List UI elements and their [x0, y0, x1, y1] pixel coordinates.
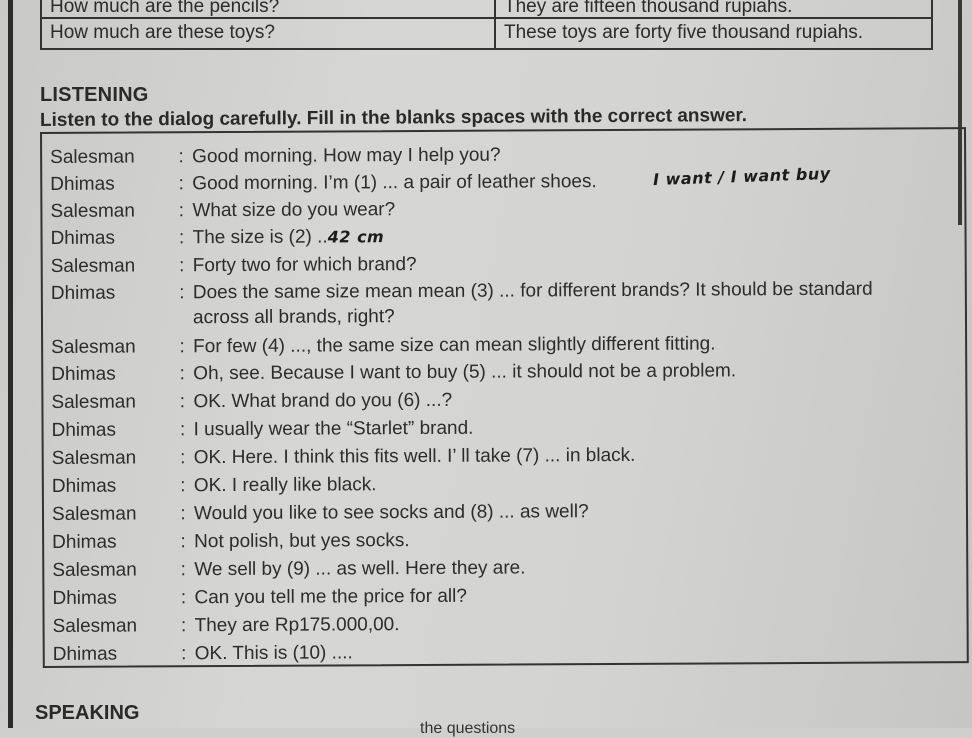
- dialog-text: Would you like to see socks and (8) ... as well?: [193, 501, 589, 525]
- dialog-line: [51, 360, 736, 386]
- dialog-text: I usually wear the “Starlet” brand.: [193, 417, 474, 441]
- colon: :: [179, 419, 186, 441]
- colon: :: [180, 587, 187, 609]
- speaker: Dhimas: [52, 531, 117, 553]
- colon: :: [179, 391, 186, 413]
- colon: :: [178, 173, 184, 195]
- dialog-line: [51, 226, 385, 250]
- dialog-line: [50, 145, 500, 169]
- colon: :: [179, 282, 185, 304]
- colon: :: [179, 363, 185, 385]
- dialog-text: Good morning. I’m (1) ... a pair of leather shoes.: [192, 171, 597, 195]
- speaker: Salesman: [51, 336, 136, 358]
- dialog-line: [52, 445, 636, 470]
- dialog-text: OK. Here. I think this fits well. I’ ll take (7) ... in black.: [193, 444, 636, 469]
- speaker: Salesman: [50, 255, 136, 277]
- speaker: Dhimas: [52, 587, 117, 609]
- dialog-line: [51, 254, 417, 278]
- speaking-title: SPEAKING: [35, 702, 140, 724]
- dialog-continuation: across all brands, right?: [192, 306, 395, 329]
- dialog-line: [52, 474, 377, 498]
- dialog-line: [52, 586, 467, 610]
- colon: :: [180, 503, 186, 525]
- speaker: Salesman: [51, 503, 137, 525]
- speaking-subtitle-fragment: the questions: [420, 720, 516, 737]
- speaker: Salesman: [50, 146, 135, 168]
- speaker: Dhimas: [51, 419, 117, 441]
- dialog-text: OK. I really like black.: [193, 474, 377, 497]
- speaker: Salesman: [50, 200, 135, 222]
- speaker: Dhimas: [50, 173, 115, 195]
- dialog-text: Does the same size mean mean (3) ... for different brands? It should be standard: [192, 278, 873, 304]
- dialog-text: OK. This is (10) ....: [194, 642, 353, 665]
- colon: :: [178, 146, 184, 168]
- colon: :: [181, 643, 187, 665]
- question-cell: How much are these toys?: [41, 18, 495, 49]
- speaker: Salesman: [52, 559, 137, 581]
- dialog-box: [40, 127, 969, 668]
- handwritten-answer: 42 cm: [327, 227, 385, 247]
- page-binding-edge: [8, 0, 13, 728]
- table-row: [41, 0, 932, 18]
- dialog-line: [52, 501, 589, 526]
- colon: :: [180, 531, 186, 553]
- colon: :: [178, 200, 185, 222]
- speaker: Salesman: [51, 447, 137, 469]
- dialog-line: [50, 199, 395, 223]
- dialog-text: Not polish, but yes socks.: [194, 530, 410, 553]
- speaker: Dhimas: [50, 227, 116, 249]
- answer-cell: These toys are forty five thousand rupiahs.: [495, 18, 932, 49]
- dialog-line: [53, 642, 353, 666]
- question-cell: How much are the pencils?: [41, 0, 495, 18]
- speaker: Dhimas: [50, 282, 116, 304]
- listening-title: LISTENING: [40, 84, 149, 106]
- dialog-text: What size do you wear?: [192, 199, 396, 222]
- colon: :: [180, 559, 186, 581]
- dialog-text: The size is (2) ..: [192, 226, 328, 249]
- speaker: Dhimas: [52, 643, 118, 665]
- speaker: Dhimas: [51, 475, 117, 497]
- speaker: Dhimas: [51, 363, 116, 385]
- answer-cell: They are fifteen thousand rupiahs.: [495, 0, 932, 18]
- dialog-line: [52, 418, 474, 442]
- dialog-text: We sell by (9) ... as well. Here they are.: [194, 557, 526, 581]
- colon: :: [180, 615, 187, 637]
- dialog-line: [51, 390, 452, 414]
- dialog-text: Good morning. How may I help you?: [192, 144, 501, 168]
- dialog-line: [51, 333, 715, 358]
- colon: :: [180, 447, 186, 469]
- dialog-text: Oh, see. Because I want to buy (5) ... it should not be a problem.: [193, 360, 737, 385]
- colon: :: [178, 227, 185, 249]
- handwritten-note: I want / I want buy: [652, 163, 831, 190]
- dialog-line: [52, 530, 410, 554]
- dialog-line: [53, 614, 400, 638]
- listening-instruction: Listen to the dialog carefully. Fill in the blanks spaces with the correct answer.: [39, 105, 748, 131]
- table-row: [41, 18, 932, 49]
- speaker: Salesman: [51, 391, 136, 413]
- dialog-text: For few (4) ..., the same size can mean slightly different fitting.: [193, 333, 716, 358]
- dialog-text: Forty two for which brand?: [192, 254, 417, 277]
- qa-table: [40, 0, 933, 50]
- colon: :: [180, 475, 186, 497]
- dialog-line: [50, 171, 597, 196]
- dialog-text: Can you tell me the price for all?: [194, 585, 467, 609]
- dialog-text: OK. What brand do you (6) ...?: [193, 389, 453, 413]
- dialog-text: They are Rp175.000,00.: [194, 614, 400, 637]
- speaker: Salesman: [52, 615, 138, 637]
- colon: :: [179, 336, 185, 358]
- dialog-line: [52, 557, 525, 581]
- dialog-line: [51, 279, 873, 305]
- colon: :: [179, 255, 185, 277]
